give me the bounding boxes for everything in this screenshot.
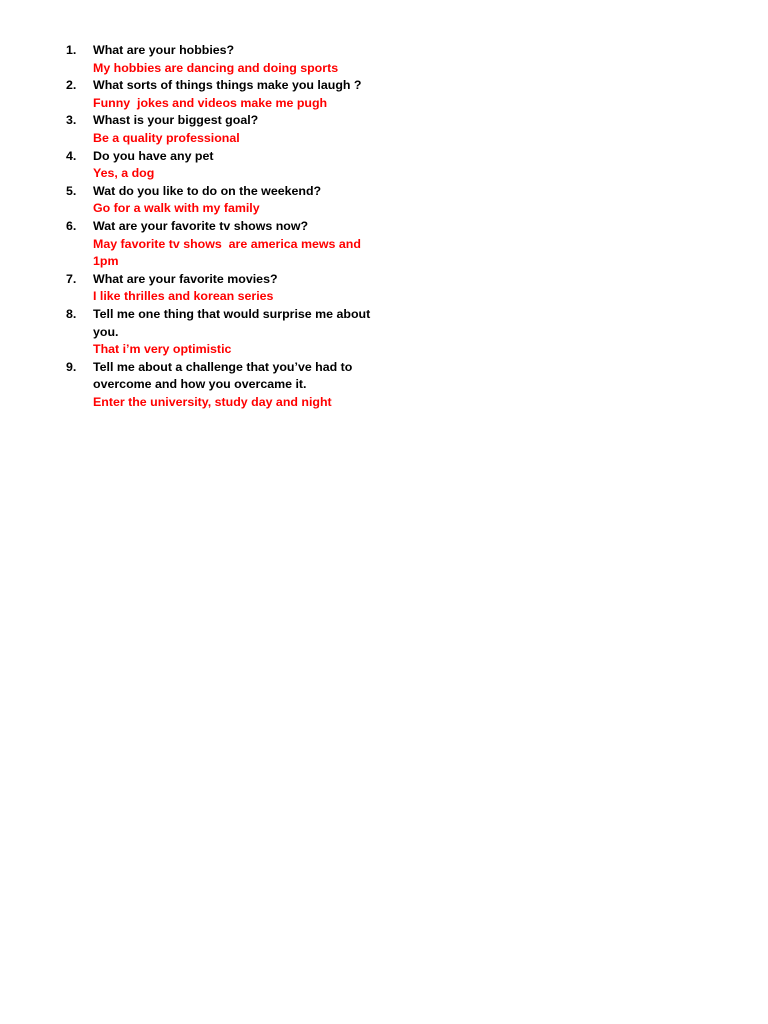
item-number: 7. [66,271,77,286]
question-answer-list [66,42,386,411]
question-text: Wat are your favorite tv shows now? [93,218,309,233]
question-answer-pair [93,306,386,359]
answer-text: That i’m very optimistic [93,342,232,357]
question-text: What are your favorite movies? [93,271,278,286]
answer-text: Yes, a dog [93,166,155,181]
answer-text: I like thrilles and korean series [93,289,274,304]
list-item [66,112,386,147]
question-text: What are your hobbies? [93,43,235,57]
answer-text: Be a quality professional [93,130,240,145]
answer-text: Go for a walk with my family [93,201,260,216]
list-item [66,77,386,112]
item-number: 6. [66,218,77,233]
question-answer-pair [93,42,386,77]
question-answer-pair [93,359,386,412]
answer-text: Funny jokes and videos make me pugh [93,95,328,110]
question-text: What sorts of things things make you laugh ? [93,78,362,93]
question-answer-pair [93,77,386,112]
question-text: Whast is your biggest goal? [93,113,259,128]
question-answer-pair [93,218,386,271]
list-item [66,271,386,306]
item-number: 1. [66,43,77,57]
question-answer-pair [93,112,386,147]
item-number: 5. [66,183,77,198]
item-number: 3. [66,113,77,128]
question-text: Tell me one thing that would surprise me about you. [93,306,374,339]
list-item [66,148,386,183]
question-answer-pair [93,183,386,218]
list-item [66,306,386,359]
answer-text: May favorite tv shows are america mews and 1pm [93,236,365,269]
item-number: 4. [66,148,77,163]
answer-text: Enter the university, study day and night [93,394,332,409]
answer-text: My hobbies are dancing and doing sports [93,60,339,75]
question-text: Tell me about a challenge that you’ve had to overcome and how you overcame it. [93,359,356,392]
list-item [66,42,386,77]
item-number: 2. [66,78,77,93]
item-number: 8. [66,306,77,321]
question-answer-pair [93,271,386,306]
question-text: Do you have any pet [93,148,214,163]
list-item [66,218,386,271]
list-item [66,183,386,218]
item-number: 9. [66,359,77,374]
question-text: Wat do you like to do on the weekend? [93,183,322,198]
list-item [66,359,386,412]
question-answer-pair [93,148,386,183]
